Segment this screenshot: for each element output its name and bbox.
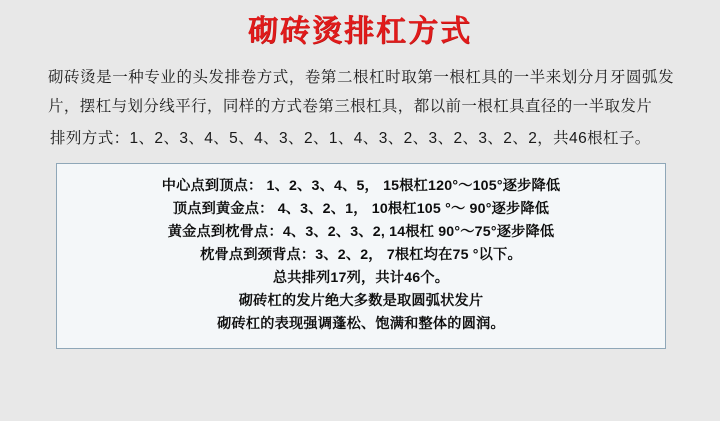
details-line: 黄金点到枕骨点：4、3、2、3、2, 14根杠 90°～75°逐步降低: [167, 224, 555, 241]
details-line: 总共排列17列，共计46个。: [272, 270, 450, 287]
details-line: 砌砖杠的表现强调蓬松、饱满和整体的圆润。: [217, 316, 505, 333]
intro-paragraph: [0, 58, 720, 121]
details-line: 砌砖杠的发片绝大多数是取圆弧状发片: [238, 293, 484, 310]
details-line: 枕骨点到颈背点：3、2、2， 7根杠均在75 °以下。: [200, 247, 522, 264]
details-line: 顶点到黄金点： 4、3、2、1， 10根杠105 °～ 90°逐步降低: [172, 201, 550, 218]
details-box: [56, 163, 666, 349]
sequence-line-text: 排列方式：1、2、3、4、5、4、3、2、1、4、3、2、3、2、3、2、2，共46根杠子。: [50, 130, 651, 148]
page-title: 砌砖烫排杠方式: [248, 15, 472, 48]
details-line: 中心点到顶点： 1、2、3、4、5， 15根杠120°～105°逐步降低: [161, 178, 561, 195]
sequence-line: [0, 121, 720, 153]
intro-paragraph-text: 砌砖烫是一种专业的头发排卷方式，卷第二根杠时取第一根杠具的一半来划分月牙圆弧发片，摆杠与划分线平行，同样的方式卷第三根杠具，都以前一根杠具直径的一半取发片: [48, 69, 674, 115]
